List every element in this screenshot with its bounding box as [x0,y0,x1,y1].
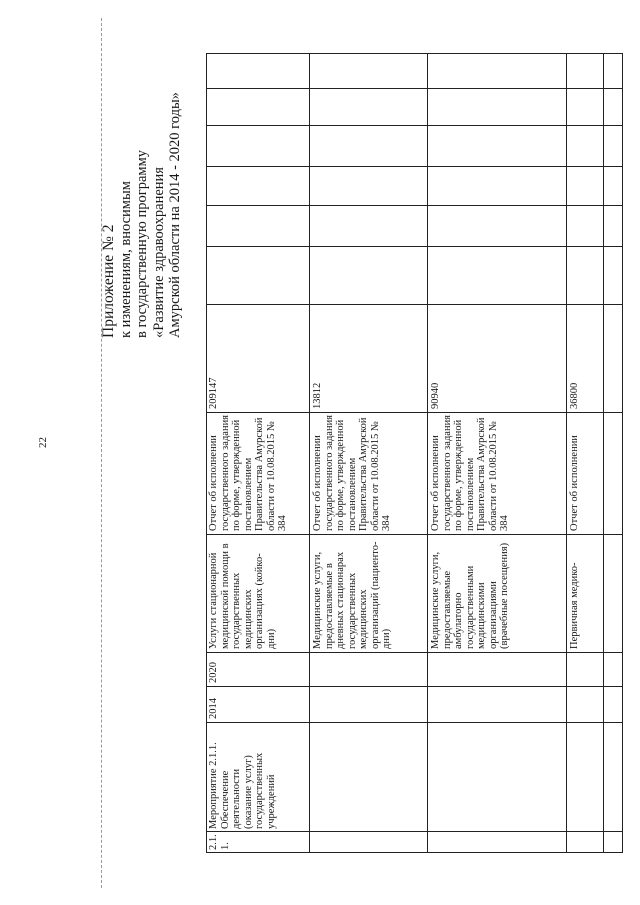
page-number: 22 [37,437,49,448]
indicator-3: Медицинские услуги, предоставляемые амбулаторно государственными медицинскими организациями (врачебные посещения) [430,542,510,649]
appendix-title: Приложение № 2 [100,224,117,338]
value-3: 90940 [430,382,441,409]
appendix-line-2: в государственную программу [134,149,150,338]
year-start: 2014 [208,698,219,719]
indicator-2: Медицинские услуги, предоставляемые в дневных стационарах государственных медицинских организаций (пациенто-дни) [312,541,392,649]
value-2: 13812 [312,382,323,409]
document-1: Отчет об исполнении государственного задания по форме, утвержденной постановлением Правительства Амурской области от 10.08.2015 № 384 [208,415,288,531]
indicator-4: Первичная медико- [569,562,580,649]
program-table [206,53,623,853]
appendix-line-3: «Развитие здравоохранения [150,167,167,338]
document-2: Отчет об исполнении государственного задания по форме, утвержденной постановлением Правительства Амурской области от 10.08.2015 № 384 [312,415,392,531]
measure-name: Мероприятие 2.1.1. Обеспечение деятельности (оказание услуг) государственных учреждений [208,742,277,829]
document-3: Отчет об исполнении государственного задания по форме, утвержденной постановлением Правительства Амурской области от 10.08.2015 № 384 [430,415,510,531]
year-end: 2020 [208,662,219,683]
appendix-line-4: Амурской области на 2014 - 2020 годы» [167,92,183,338]
appendix-line-1: к изменениям, вносимым [117,181,134,338]
value-4: 36800 [569,382,580,409]
document-4: Отчет об исполнении [569,435,580,531]
indicator-1: Услуги стационарной медицинской помощи в государственных медицинских организациях (койко-дни) [208,543,277,649]
measure-code: 2.1.1. [208,834,231,850]
value-1: 209147 [208,377,219,409]
appendix-header [101,92,184,338]
